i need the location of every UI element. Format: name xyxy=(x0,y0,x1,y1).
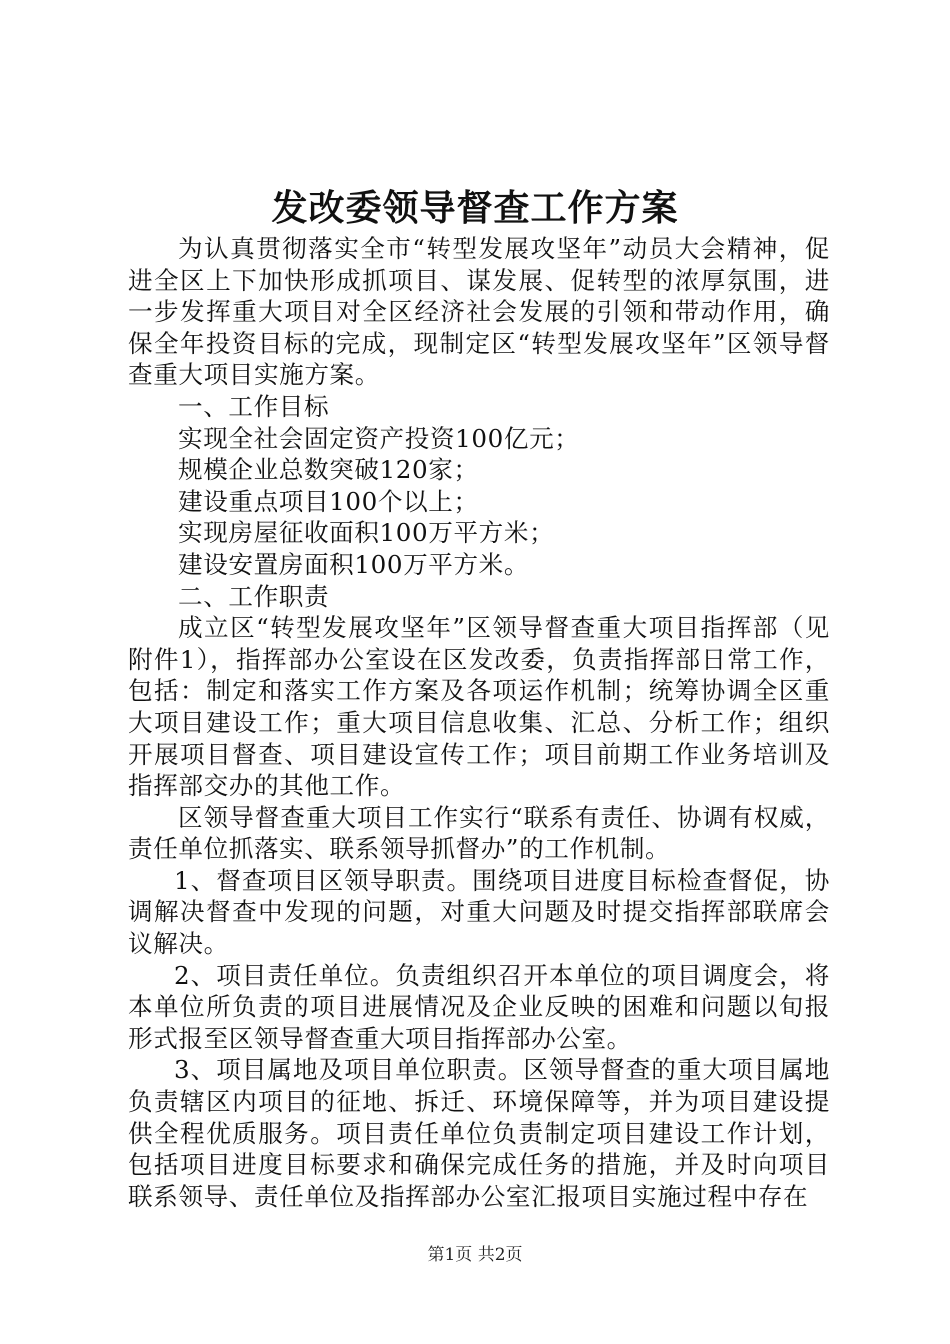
goal-item: 建设安置房面积100万平方米。 xyxy=(178,549,530,579)
goal-item: 实现房屋征收面积100万平方米； xyxy=(178,518,555,548)
intro-paragraph: 为认真贯彻落实全市“转型发展攻坚年”动员大会精神，促进全区上下加快形成抓项目、谋发展、促转型的浓厚氛围，进一步发挥重大项目对全区经济社会发展的引领和带动作用，确保全年投资目标的完成，现制定区“转型发展攻坚年”区领导督查重大项目实施方案。 xyxy=(128,234,830,390)
goal-item: 建设重点项目100个以上； xyxy=(178,486,479,516)
duty-item: 3、项目属地及项目单位职责。区领导督查的重大项目属地负责辖区内项目的征地、拆迁、环境保障等，并为项目建设提供全程优质服务。项目责任单位负责制定项目建设工作计划，包括项目进度目标要求和确保完成任务的措施，并及时向项目联系领导、责任单位及指挥部办公室汇报项目实施过程中存在 xyxy=(128,1055,830,1211)
goal-item: 实现全社会固定资产投资100亿元； xyxy=(178,423,580,453)
mechanism-paragraph: 区领导督查重大项目工作实行“联系有责任、协调有权威，责任单位抓落实、联系领导抓督办”的工作机制。 xyxy=(128,802,830,864)
duties-paragraph: 成立区“转型发展攻坚年”区领导督查重大项目指挥部（见附件1），指挥部办公室设在区发改委，负责指挥部日常工作，包括：制定和落实工作方案及各项运作机制；统筹协调全区重大项目建设工作；重大项目信息收集、汇总、分析工作；组织开展项目督查、项目建设宣传工作；项目前期工作业务培训及指挥部交办的其他工作。 xyxy=(128,613,830,801)
section-heading-duties: 二、工作职责 xyxy=(178,581,330,611)
goal-item: 规模企业总数突破120家； xyxy=(178,455,479,485)
page-footer: 第1页 共2页 xyxy=(427,1245,523,1265)
duty-item: 1、督查项目区领导职责。围绕项目进度目标检查督促，协调解决督查中发现的问题，对重大问题及时提交指挥部联席会议解决。 xyxy=(128,865,830,959)
document-body xyxy=(128,233,830,1212)
section-heading-goals: 一、工作目标 xyxy=(178,391,330,421)
duty-item: 2、项目责任单位。负责组织召开本单位的项目调度会，将本单位所负责的项目进展情况及企业反映的困难和问题以旬报形式报至区领导督查重大项目指挥部办公室。 xyxy=(128,960,830,1053)
document-title: 发改委领导督查工作方案 xyxy=(271,187,679,229)
